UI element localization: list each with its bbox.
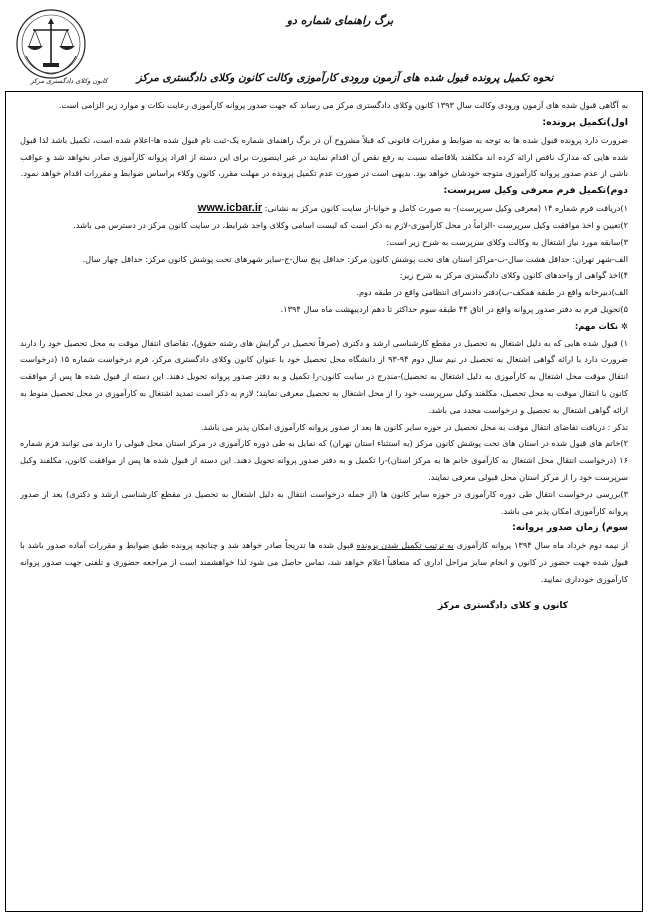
note-2: ۲)خاتم های قبول شده در استان های تحت پوشش کانون مرکز (به استثناء استان تهران) که تمایل به طی دوره کارآموزی در مرکز استان محل قبولی را دارند می توانند فرم شماره ۱۶ (درخواست انتقال محل اشتغال به کارآموی خانم ها به مرکز استان)-را تکمیل و به دفتر صدور پروانه تحویل دهند. این دسته از قبول شده ها پس از موافقت کانون، مکلفند وکیل سرپرست خود را از مرکز استان محل قبولی معرفی نمایند.: [20, 438, 628, 482]
section-2-item-3-detail: الف-شهر تهران: حداقل هشت سال-ب-مراکز استان های تحت پوشش کانون مرکز: حداقل پنج سال-ج-سایر شهرهای تحت پوشش کانون مرکز: حداقل چهار سال.: [82, 253, 628, 264]
section-2-item-1: [20, 200, 628, 217]
section-1-heading: اول)تکمیل پرونده:: [542, 116, 628, 128]
section-3-text: [20, 537, 628, 587]
section-2-item-2: ۲)تعیین و اخذ موافقت وکیل سرپرست -الزاماً در محل کارآموزی-لازم به ذکر است که لیست اسامی وکلای واجد شرایط، در سایت کانون مرکز در دسترس می باشد.: [73, 219, 628, 230]
website-link[interactable]: www.icbar.ir: [197, 202, 263, 215]
section-2-item-3: ۳)سابقه مورد نیاز اشتغال به وکالت وکلای سرپرست به شرح زیر است:: [386, 236, 628, 247]
section-2-item-4-detail: الف)دبیرخانه واقع در طبقه همکف-ب)دفتر دادسرای انتظامی واقع در طبقه دوم.: [356, 287, 628, 298]
notes-heading: [20, 318, 628, 335]
bullet-icon: ✲: [620, 320, 628, 331]
section-2-item-5: ۵)تحویل فرم به دفتر صدور پروانه واقع در اتاق ۴۴ طبقه سوم حداکثر تا دهم اردیبهشت ماه سال ۱۳۹۴.: [280, 303, 628, 314]
page-title: نحوه تکمیل پرونده قبول شده های آزمون ورودی کارآموزی وکالت کانون وکلای دادگستری مرکز: [136, 72, 554, 84]
section-2-heading: دوم)تکمیل فرم معرفی وکیل سرپرست:: [443, 185, 628, 197]
section-2-item-4: ۴)اخذ گواهی از واحدهای کانون وکلای دادگستری مرکز به شرح زیر:: [399, 270, 628, 281]
note-1-remark: تذکر : دریافت تقاضای انتقال موقت به محل تحصیل در حوزه سایر کانون ها بعد از صدور پروانه کارآموزی امکان پذیر می باشد.: [200, 421, 628, 432]
section-3-heading: سوم) زمان صدور پروانه:: [512, 522, 628, 534]
section-1-text: ضرورت دارد پرونده قبول شده ها به توجه به ضوابط و مقررات قانونی که قبلاً مشروح آن در برگ راهنمای شماره یک-ثبت نام قبول شده ها-اعلام شده است، تکمیل باشد لذا قبول شده هایی که مدارک ناقص ارائه کرده اند مکلفند بلافاصله نسبت به رفع نقص آن اقدام نمایند در غیر اینصورت برای این دسته از افراد پروانه کارآموزی صادر نخواهد شد و عواقب ناشی از عدم صدور پروانه کارآموزی متوجه خودشان خواهد بود. بدیهی است در صورت عدم تکمیل پرونده در مهلت مقرر، کانون وکلاء براساس ضوابط و مقررات اقدام خواهد نمود.: [20, 134, 628, 179]
document-body: [20, 97, 628, 905]
section-3-underlined: به ترتیب تکمیل شدن پرونده: [356, 540, 454, 551]
item-1-text: ۱)دریافت فرم شماره ۱۴ (معرفی وکیل سرپرست)- به صورت کامل و خوانا-از سایت کانون مرکز به نشانی:: [264, 203, 628, 214]
intro-paragraph: به آگاهی قبول شده های آزمون ورودی وکالت سال ۱۳۹۳ کانون وکلای دادگستری مرکز می رساند که جهت صدور پروانه کارآموزی رعایت نکات و موارد زیر الزامی است.: [58, 100, 628, 110]
section-3-text-b: قبول شده ها تدریجاً صادر خواهد شد و چنانچه پرونده طبق ضوابط و مقررات آماده صدور باشد با قبول شده جهت حضور در کانون و انجام سایر مراحل اداری که متعاقباً اعلام خواهد شد، تماس حاصل می شود لذا خواهشمند است از مراجعه حضوری و تلفنی جهت صدور پروانه کارآموزی خودداری نمایید.: [20, 540, 628, 584]
scales-emblem-icon: [12, 6, 90, 84]
form-number-label: برگ راهنمای شماره دو: [286, 14, 394, 27]
notes-heading-label: نکات مهم:: [574, 320, 619, 331]
signature: کانون و کلای دادگستری مرکز: [438, 600, 568, 611]
logo-caption: کانون وکلای دادگستری مرکز: [30, 77, 108, 85]
note-3: ۳)بررسی درخواست انتقال طی دوره کارآموزی در حوزه سایر کانون ها (از جمله درخواست انتقال به دلیل اشتغال به تحصیل در مقطع کارشناسی ارشد و دکتری) بعد از صدور پروانه کارآموزی امکان پذیر می باشد.: [20, 488, 628, 516]
section-3-text-a: از نیمه دوم خرداد ماه سال ۱۳۹۴ پروانه کارآموزی: [456, 540, 628, 551]
content-frame: [5, 91, 643, 912]
note-1: ۱) قبول شده هایی که به دلیل اشتغال به تحصیل در مقطع کارشناسی ارشد و دکتری (صرفاً تحصیل در گرایش های رشته حقوق)، تقاضای انتقال موقت به محل تحصیل خود را دارند ضرورت دارد با ارائه گواهی اشتغال به تحصیل در نیم سال دوم ۹۴-۹۳ از دانشگاه محل تحصیل خود با عنوان کانون وکلای دادگستری مرکز، فرم درخواست شماره ۱۵ (درخواست انتقال موقت محل اشتغال به کارآموزی به دلیل اشتغال به تحصیل)-مندرج در سایت کانون-را تکمیل و به دفتر صدور پروانه تحویل دهند. این دسته از قبول شده ها پس از موافقت کانون با انتقال موقت به محل تحصیل، مکلفند وکیل سرپرست خود را از محل اشتغال به تحصیل معرفی نمایند؛ لازم به ذکر است تمدید اشتغال به کارآموزی در محل تحصیل منوط به ارائه گواهی اشتغال به تحصیل و درخواست مجدد می باشد.: [20, 337, 628, 415]
